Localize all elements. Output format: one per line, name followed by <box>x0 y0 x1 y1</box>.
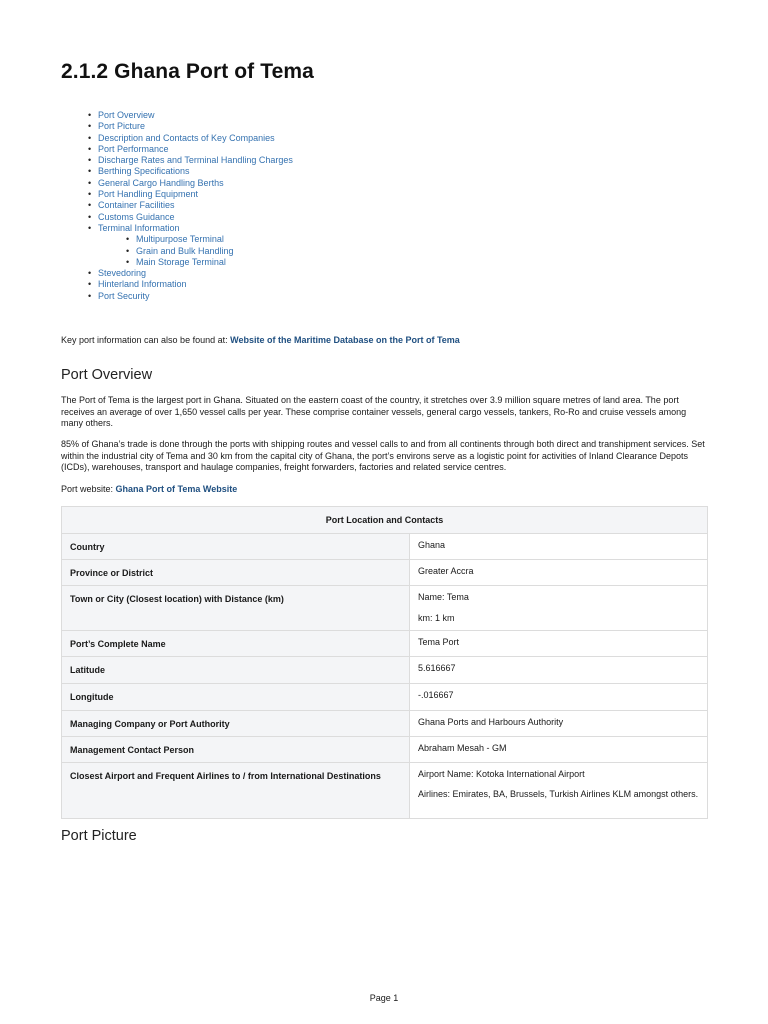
row-value: 5.616667 <box>410 657 708 684</box>
table-row <box>62 657 708 684</box>
row-label: Managing Company or Port Authority <box>62 711 410 737</box>
row-value <box>410 586 708 631</box>
port-website-prefix: Port website: <box>61 484 116 494</box>
toc-item[interactable] <box>98 166 293 177</box>
toc-subitem[interactable] <box>136 257 293 268</box>
port-location-table <box>61 506 708 819</box>
toc-link-container-facilities[interactable]: Container Facilities <box>98 200 175 211</box>
row-value: Abraham Mesah - GM <box>410 737 708 763</box>
value-line: km: 1 km <box>418 613 455 623</box>
toc-link-key-companies[interactable]: Description and Contacts of Key Companies <box>98 132 275 143</box>
toc-link-handling-equipment[interactable]: Port Handling Equipment <box>98 189 199 200</box>
toc-link-terminal-info[interactable]: Terminal Information <box>98 222 180 233</box>
row-value: Tema Port <box>410 631 708 657</box>
toc-link-general-cargo[interactable]: General Cargo Handling Berths <box>98 177 224 188</box>
toc-link-grain-bulk[interactable]: Grain and Bulk Handling <box>136 245 234 256</box>
toc-item[interactable] <box>98 279 293 290</box>
table-row <box>62 763 708 819</box>
toc-item[interactable] <box>98 133 293 144</box>
row-value: -.016667 <box>410 684 708 711</box>
toc-subitem[interactable] <box>136 234 293 245</box>
port-website-line <box>61 484 708 496</box>
toc-link-customs[interactable]: Customs Guidance <box>98 211 175 222</box>
row-label: Longitude <box>62 684 410 711</box>
overview-paragraph-2: 85% of Ghana’s trade is done through the ports with shipping routes and vessel calls to and from all continents through both direct and transhipment services. Set within the industrial city of Tema and 30 km from the capital city of Ghana, the port’s environs serve as a logistic point for activities of Inland Clearance Depots (ICDs), warehouses, transport and haulage companies, freight forwarders, factories and related service centres. <box>61 439 705 472</box>
value-line: Name: Tema <box>418 592 469 602</box>
toc-link-port-security[interactable]: Port Security <box>98 290 150 301</box>
row-value: Ghana <box>410 534 708 560</box>
toc-link-port-picture[interactable]: Port Picture <box>98 121 146 132</box>
port-website-link[interactable]: Ghana Port of Tema Website <box>115 484 238 494</box>
toc-item[interactable] <box>98 212 293 223</box>
page-number: Page 1 <box>369 993 399 1003</box>
table-row <box>62 631 708 657</box>
table-row <box>62 534 708 560</box>
row-label: Town or City (Closest location) with Distance (km) <box>62 586 410 631</box>
row-label: Country <box>62 534 410 560</box>
table-row <box>62 737 708 763</box>
key-info-line <box>61 335 460 345</box>
toc-link-port-performance[interactable]: Port Performance <box>98 143 169 154</box>
toc-item[interactable] <box>98 189 293 200</box>
toc-item[interactable] <box>98 155 293 166</box>
toc-link-main-storage[interactable]: Main Storage Terminal <box>136 256 226 267</box>
toc-item[interactable] <box>98 291 293 302</box>
row-label: Management Contact Person <box>62 737 410 763</box>
row-label: Port’s Complete Name <box>62 631 410 657</box>
table-row <box>62 586 708 631</box>
value-line: Airport Name: Kotoka International Airport <box>418 769 585 779</box>
toc-sublist <box>98 234 293 268</box>
toc-link-berthing[interactable]: Berthing Specifications <box>98 166 190 177</box>
row-value: Ghana Ports and Harbours Authority <box>410 711 708 737</box>
row-label: Closest Airport and Frequent Airlines to / from International Destinations <box>62 763 410 819</box>
overview-paragraph-1: The Port of Tema is the largest port in Ghana. Situated on the eastern coast of the country, it stretches over 3.9 million square metres of land area. The port receives an average of over 1,650 vessel calls per year. These comprise container vessels, general cargo vessels, tankers, Ro-Ro and cruise vessels among many others. <box>61 395 687 428</box>
table-header: Port Location and Contacts <box>62 507 708 534</box>
toc-link-hinterland[interactable]: Hinterland Information <box>98 279 187 290</box>
toc-link-stevedoring[interactable]: Stevedoring <box>98 268 147 279</box>
toc-item[interactable] <box>98 110 293 121</box>
row-value <box>410 763 708 819</box>
maritime-database-link[interactable]: Website of the Maritime Database on the Port of Tema <box>230 335 460 345</box>
row-value: Greater Accra <box>410 560 708 586</box>
toc-link-port-overview[interactable]: Port Overview <box>98 110 155 120</box>
toc-item[interactable] <box>98 268 293 279</box>
toc-item[interactable] <box>98 223 293 268</box>
toc-item[interactable] <box>98 121 293 132</box>
toc-item[interactable] <box>98 200 293 211</box>
table-row <box>62 711 708 737</box>
row-label: Latitude <box>62 657 410 684</box>
toc-link-multipurpose[interactable]: Multipurpose Terminal <box>136 234 224 245</box>
table-of-contents <box>61 110 293 302</box>
value-line: Airlines: Emirates, BA, Brussels, Turkish Airlines KLM amongst others. <box>418 789 699 799</box>
page-title: 2.1.2 Ghana Port of Tema <box>61 60 314 83</box>
toc-link-discharge-rates[interactable]: Discharge Rates and Terminal Handling Charges <box>98 155 293 166</box>
section-heading-port-picture: Port Picture <box>61 828 137 844</box>
table-row <box>62 684 708 711</box>
table-header-row <box>62 507 708 534</box>
toc-item[interactable] <box>98 178 293 189</box>
row-label: Province or District <box>62 560 410 586</box>
toc-item[interactable] <box>98 144 293 155</box>
table-row <box>62 560 708 586</box>
key-info-prefix: Key port information can also be found at: <box>61 335 231 345</box>
toc-subitem[interactable] <box>136 246 293 257</box>
section-heading-port-overview: Port Overview <box>61 367 153 383</box>
